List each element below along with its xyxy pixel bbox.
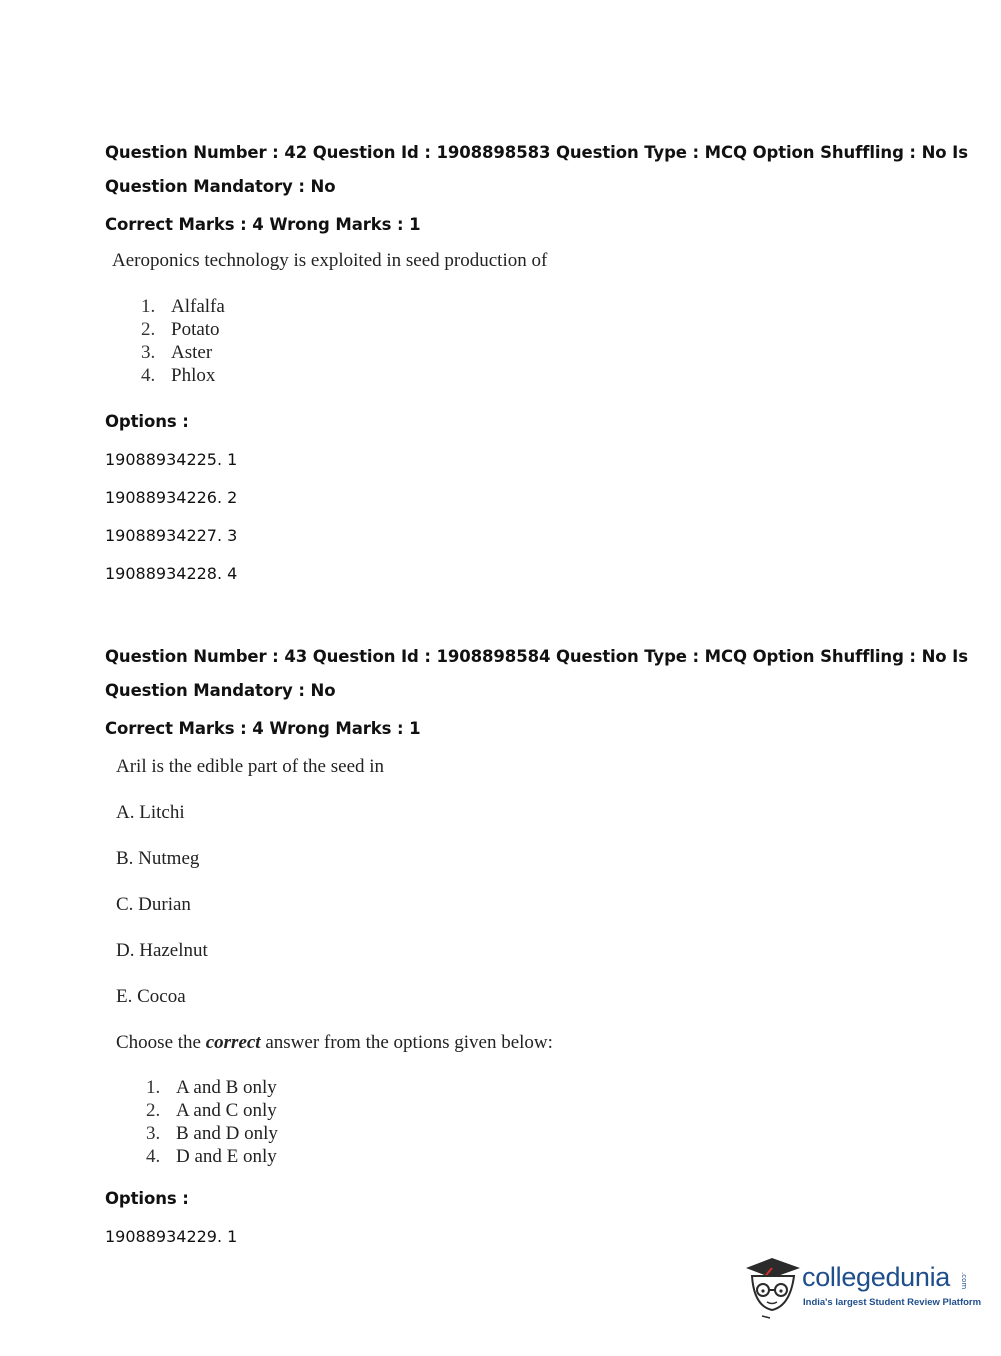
q43-item: D. Hazelnut xyxy=(116,940,208,961)
q42-option: 19088934225. 1 xyxy=(105,450,238,469)
q43-item: A. Litchi xyxy=(116,802,185,823)
q42-option: 19088934226. 2 xyxy=(105,488,238,507)
q42-option: 19088934227. 3 xyxy=(105,526,238,545)
logo-tagline: India's largest Student Review Platform xyxy=(803,1297,982,1308)
q42-options-label: Options : xyxy=(105,412,189,431)
q42-choice: 3. Aster xyxy=(141,342,213,363)
q42-marks: Correct Marks : 4 Wrong Marks : 1 xyxy=(105,215,421,234)
q42-option: 19088934228. 4 xyxy=(105,564,238,583)
q43-meta-line2: Question Mandatory : No xyxy=(105,681,336,700)
q43-item: C. Durian xyxy=(116,894,191,915)
q42-choice: 2. Potato xyxy=(141,319,220,340)
q43-choice: 3. B and D only xyxy=(146,1123,278,1144)
q43-item: B. Nutmeg xyxy=(116,848,200,869)
collegedunia-logo xyxy=(742,1250,982,1320)
logo-suffix: .com xyxy=(960,1272,968,1290)
q43-option: 19088934229. 1 xyxy=(105,1227,238,1246)
q43-item: E. Cocoa xyxy=(116,986,186,1007)
q42-meta-line1: Question Number : 42 Question Id : 1908898583 Question Type : MCQ Option Shuffling : No Is xyxy=(105,143,968,162)
q43-choice: 2. A and C only xyxy=(146,1100,277,1121)
q43-instruction: Choose the correct answer from the options given below: xyxy=(116,1032,553,1053)
q43-meta-line1: Question Number : 43 Question Id : 1908898584 Question Type : MCQ Option Shuffling : No Is xyxy=(105,647,968,666)
q43-marks: Correct Marks : 4 Wrong Marks : 1 xyxy=(105,719,421,738)
q42-choice: 1. Alfalfa xyxy=(141,296,225,317)
mascot-icon xyxy=(742,1250,804,1320)
q42-question-text: Aeroponics technology is exploited in seed production of xyxy=(112,250,548,271)
logo-wordmark: collegedunia xyxy=(802,1262,951,1292)
q42-choice: 4. Phlox xyxy=(141,365,216,386)
q42-meta-line2: Question Mandatory : No xyxy=(105,177,336,196)
q43-choice: 4. D and E only xyxy=(146,1146,277,1167)
q43-question-text: Aril is the edible part of the seed in xyxy=(116,756,385,777)
q43-instruction-emphasis: correct xyxy=(205,1032,261,1053)
q43-options-label: Options : xyxy=(105,1189,189,1208)
q43-choice: 1. A and B only xyxy=(146,1077,277,1098)
